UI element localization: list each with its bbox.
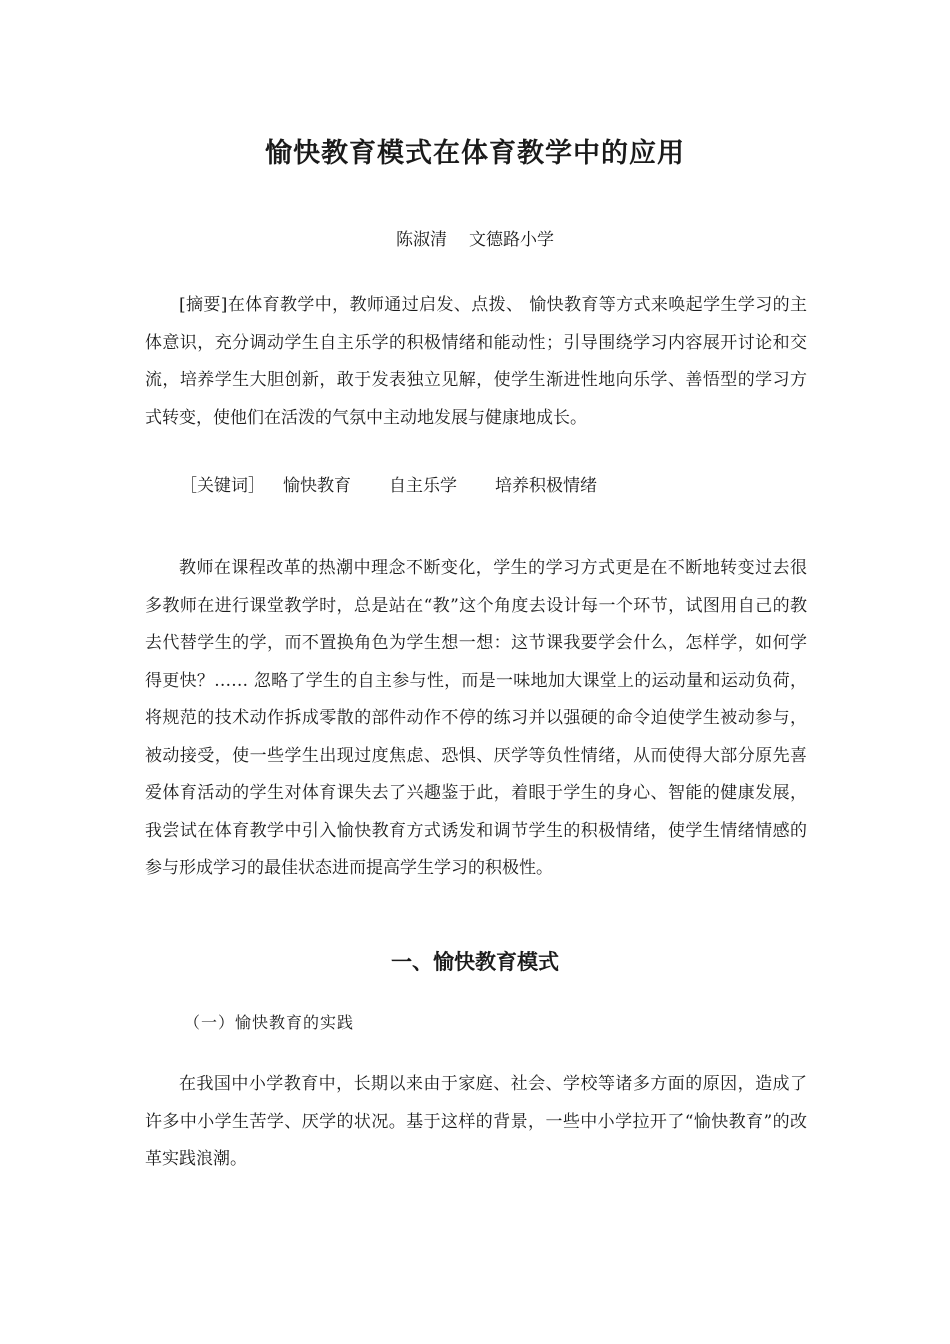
author-school: 文德路小学 <box>469 230 554 250</box>
abstract-paragraph <box>145 287 807 437</box>
keyword-item: 自主乐学 <box>389 476 457 496</box>
author-name: 陈淑清 <box>396 230 447 250</box>
intro-paragraph: 教师在课程改革的热潮中理念不断变化，学生的学习方式更是在不断地转变过去很多教师在进行课堂教学时，总是站在“教”这个角度去设计每一个环节，试图用自己的教去代替学生的学，而不置换角色为学生想一想：这节课我要学会什么，怎样学，如何学得更快？…… 忽略了学生的自主参与性，而是一味地加大课堂上的运动量和运动负荷，将规范的技术动作拆成零散的部件动作不停的练习并以强硬的命令迫使学生被动参与，被动接受，使一些学生出现过度焦虑、恐惧、厌学等负性情绪，从而使得大部分原先喜爱体育活动的学生对体育课失去了兴趣鉴于此，着眼于学生的身心、智能的健康发展，我尝试在体育教学中引入愉快教育方式诱发和调节学生的积极情绪，使学生情绪情感的参与形成学习的最佳状态进而提高学生学习的积极性。 <box>145 558 807 878</box>
keyword-item: 愉快教育 <box>283 476 351 496</box>
document-title: 愉快教育模式在体育教学中的应用 <box>265 138 685 169</box>
keywords-line <box>180 468 617 505</box>
subsection-heading: （一）愉快教育的实践 <box>184 1013 355 1032</box>
abstract-text: 在体育教学中，教师通过启发、点拨、 愉快教育等方式来唤起学生学习的主体意识，充分调动学生自主乐学的积极情绪和能动性；引导围绕学习内容展开讨论和交流，培养学生大胆创新，敢于发表独立见解，使学生渐进性地向乐学、善悟型的学习方式转变，使他们在活泼的气氛中主动地发展与健康地成长。 <box>145 295 808 428</box>
abstract-label: [摘要] <box>179 295 228 315</box>
keyword-item: 培养积极情绪 <box>495 476 597 496</box>
author-line <box>0 225 950 250</box>
keywords-label: ［关键词］ <box>180 476 265 496</box>
section-heading: 一、愉快教育模式 <box>391 950 559 974</box>
section-paragraph: 在我国中小学教育中，长期以来由于家庭、社会、学校等诸多方面的原因，造成了许多中小学生苦学、厌学的状况。基于这样的背景，一些中小学拉开了“愉快教育”的改革实践浪潮。 <box>145 1074 807 1169</box>
